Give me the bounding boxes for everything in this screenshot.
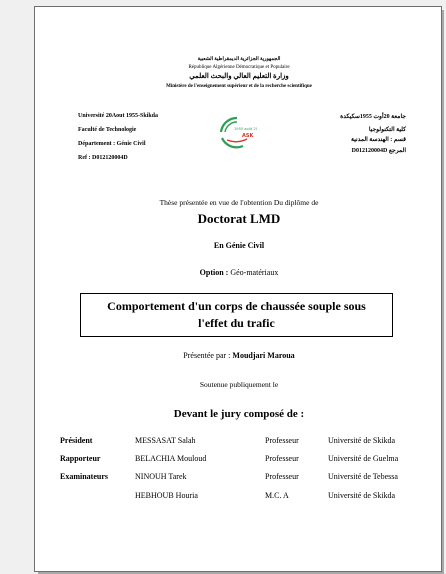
faculty-ar: كلية التكنولوجيا: [368, 127, 406, 133]
jury-role: Rapporteur: [60, 454, 101, 463]
university-fr: Université 20Aout 1955-Skikda: [78, 113, 159, 119]
field-text: En Génie Civil: [213, 241, 265, 250]
thesis-title-box: [80, 293, 393, 337]
jury-institution: Université de Tebessa: [328, 472, 398, 481]
department-ar: قسم : الهندسة المدنية: [351, 137, 406, 143]
jury-role: Président: [60, 436, 93, 445]
thesis-presented-text: Thèse présentée en vue de l'obtention Du diplôme de: [159, 198, 319, 207]
page-shadow-right: [442, 10, 444, 572]
jury-name: BELACHIA Mouloud: [135, 454, 207, 463]
author-name: Moudjari Maroua: [232, 351, 295, 360]
header-fr-republic: République Algérienne Démocratique et Populaire: [188, 65, 290, 70]
header-ar-republic: الجمهورية الجزائرية الديمقراطية الشعبية: [197, 57, 281, 62]
jury-heading: Devant le jury composé de :: [173, 408, 305, 420]
jury-grade: Professeur: [265, 436, 299, 445]
thesis-title-line1: Comportement d'un corps de chaussée souple sous: [107, 299, 366, 313]
jury-grade: M.C. A: [265, 491, 289, 500]
university-seal-icon: [217, 114, 257, 150]
department-fr: Département : Génie Civil: [78, 141, 146, 147]
university-ar: جامعة 20أوت 1955سكيكدة: [340, 114, 406, 120]
header-fr-ministry: Ministère de l'enseignement supérieur et de la recherche scientifique: [166, 84, 312, 89]
option-line: [35, 268, 443, 277]
option-value: Géo-matériaux: [230, 268, 279, 277]
thesis-title-line2: l'effet du trafic: [198, 316, 275, 330]
logo-text-side: ASK: [242, 133, 254, 139]
jury-name: HEBHOUB Houria: [135, 491, 198, 500]
jury-institution: Université de Skikda: [328, 436, 396, 445]
faculty-fr: Faculté de Technologie: [78, 127, 137, 133]
option-label: Option :: [199, 268, 229, 277]
logo-text-top: 1955 août 20: [234, 127, 257, 131]
ref-fr: Ref : D012120004D: [78, 155, 128, 161]
jury-name: NINOUH Tarek: [135, 472, 187, 481]
document-page: [34, 6, 442, 572]
jury-grade: Professeur: [265, 472, 299, 481]
presented-by-line: [35, 351, 443, 360]
jury-name: MESSASAT Salah: [135, 436, 196, 445]
jury-institution: Université de Guelma: [328, 454, 399, 463]
jury-grade: Professeur: [265, 454, 299, 463]
jury-role: Examinateurs: [60, 472, 108, 481]
degree-title: Doctorat LMD: [197, 211, 281, 226]
defended-text: Soutenue publiquement le: [199, 380, 279, 389]
header-ar-ministry: وزارة التعليم العالي والبحث العلمي: [189, 72, 289, 80]
ref-ar: D012120004D المرجع: [351, 148, 406, 154]
presented-by-label: Présentée par :: [183, 351, 231, 360]
jury-institution: Université de Skikda: [328, 491, 396, 500]
